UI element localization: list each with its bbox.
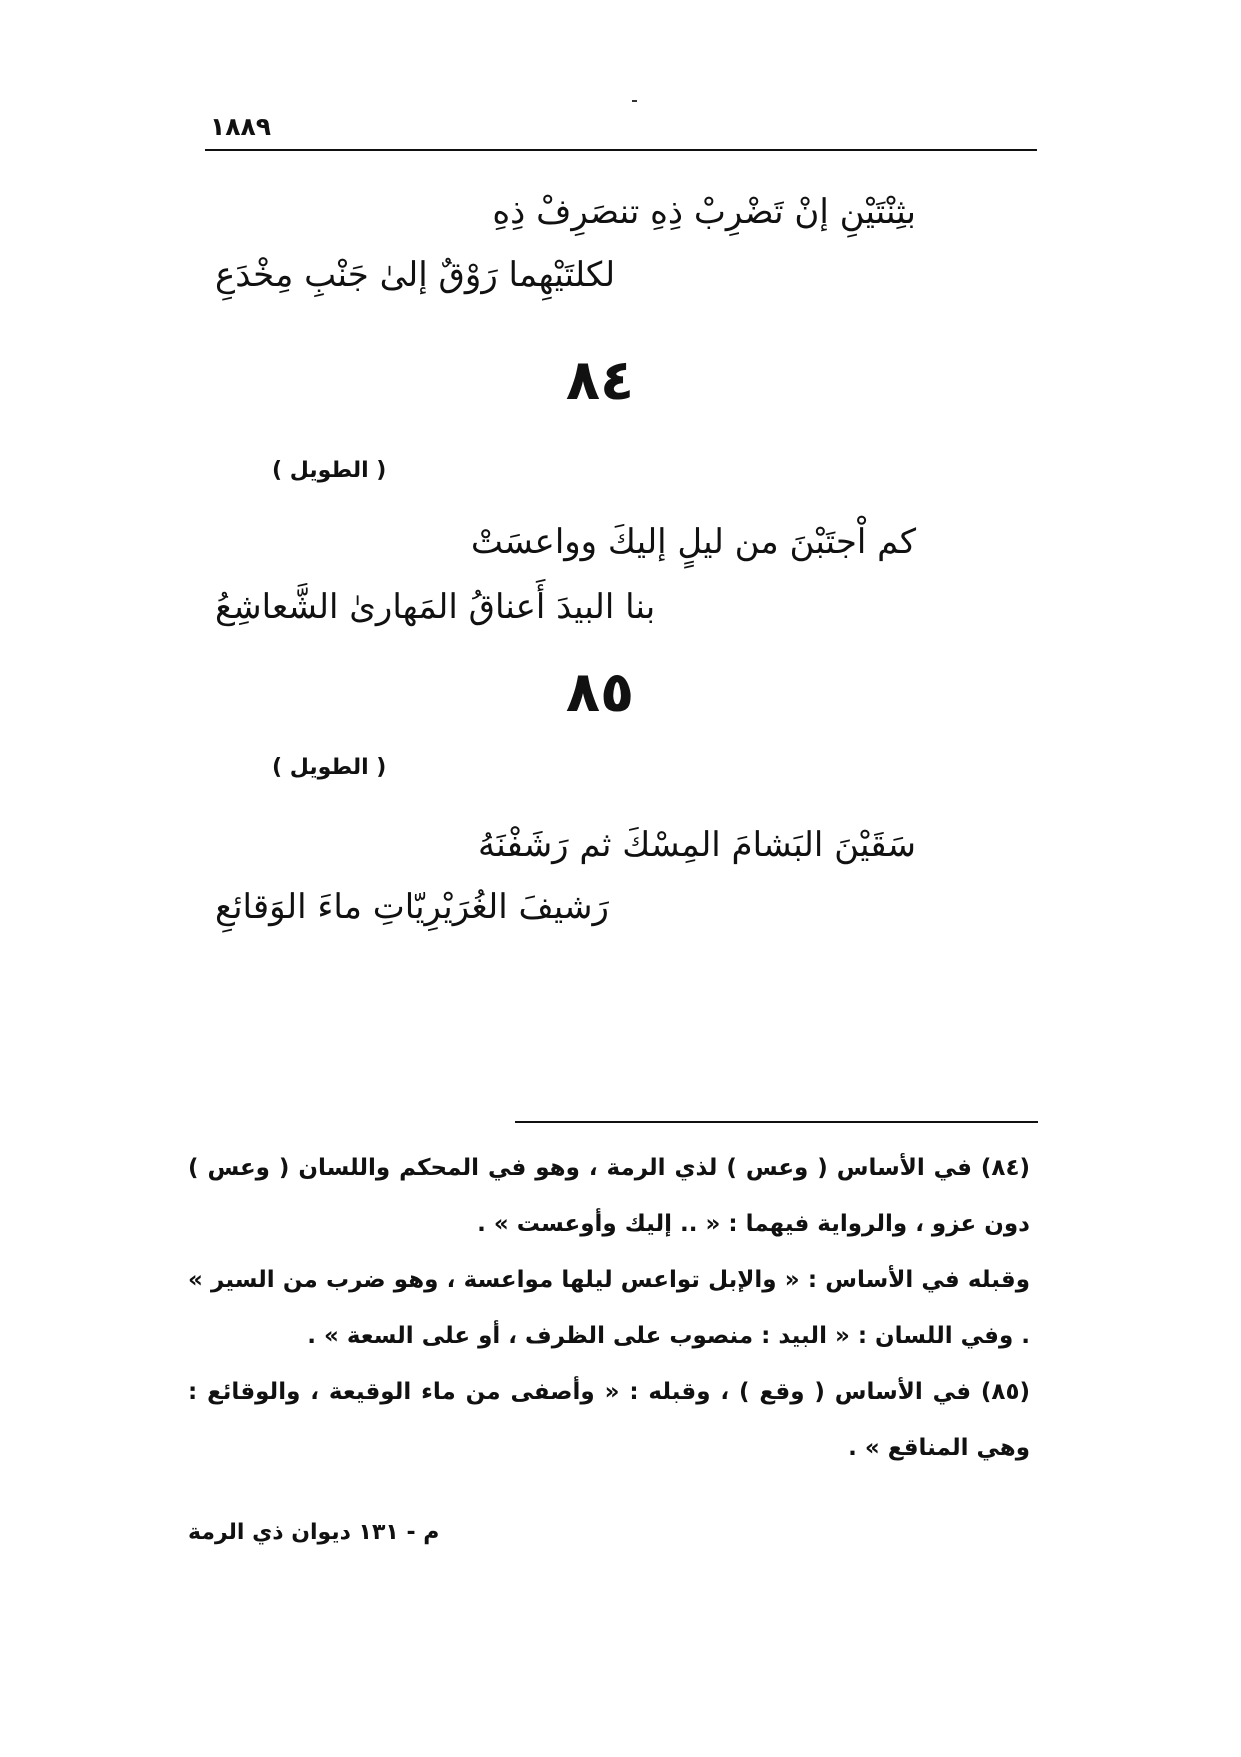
meter-label: ( الطويل ) [272,755,387,780]
footnote-84: (٨٤) في الأساس ( وعس ) لذي الرمة ، وهو في المحكم واللسان ( وعس ) دون عزو ، والرواية فيهما : « .. إليك وأوعست » . [188,1155,1030,1237]
header-rule [205,149,1037,151]
verse-1-1: بثِنْتَيْنِ إنْ تَضْرِبْ ذِهِ تنصَرِفْ ذِهِ [492,192,916,232]
meter-label: ( الطويل ) [272,458,387,483]
verse-84-1: كم اْجتَبْنَ من ليلٍ إليكَ وواعسَتْ [470,522,916,562]
book-signature: م - ١٣١ ديوان ذي الرمة [188,1520,440,1545]
poem-number-84: ٨٤ [565,348,635,413]
verse-85-1: سَقَيْنَ البَشامَ المِسْكَ ثم رَشَفْنَهُ [478,825,916,865]
page-number: ١٨٨٩ [210,112,272,141]
footnote-85: (٨٥) في الأساس ( وقع ) ، وقبله : « وأصفى من ماء الوقيعة ، والوقائع : وهي المناقع » . [188,1379,1030,1461]
speck-mark [632,100,637,102]
footnotes [188,1140,1030,1476]
poem-number-85: ٨٥ [565,660,635,725]
verse-84-2: بنا البيدَ أَعناقُ المَهارىٰ الشَّعاشِعُ [215,587,656,627]
footnote-rule [515,1121,1038,1123]
verse-85-2: رَشيفَ الغُرَيْرِيّاتِ ماءَ الوَقائعِ [215,887,609,927]
verse-1-2: لكلتَيْهِما رَوْقٌ إلىٰ جَنْبِ مِخْدَعِ [215,255,616,295]
footnote-84-continued: وقبله في الأساس : « والإبل تواعس ليلها مواعسة ، وهو ضرب من السير » . وفي اللسان : « البيد : منصوب على الظرف ، أو على السعة » . [188,1267,1030,1349]
